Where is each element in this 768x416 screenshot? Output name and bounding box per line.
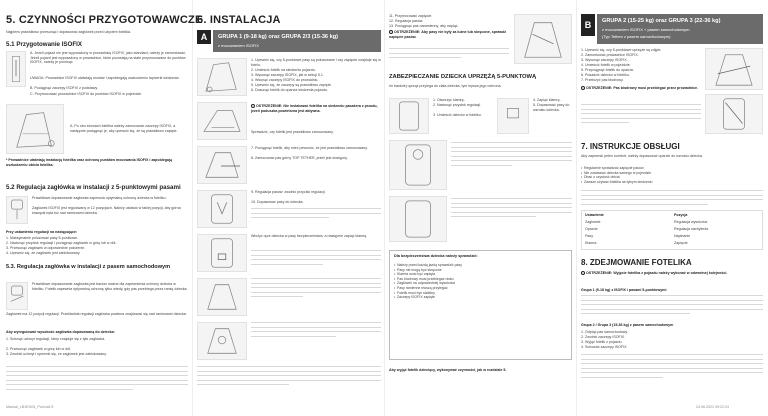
figure-isofix-guides: [6, 51, 26, 87]
subsection-title: 5.3. Regulacja zagłówka w instalacji z pasem samochodowym: [6, 264, 171, 270]
checklist-item: • Pasy ramienne muszą przylegać: [394, 286, 568, 291]
text-block: [251, 322, 381, 340]
list-item: 2. Nacisnąć przycisk regulacji i pociągnąć zagłówek w górę lub w dół.: [6, 241, 117, 245]
checklist-item: • Zaczepy ISOFIX zapięte: [394, 295, 568, 300]
column-divider: [192, 0, 193, 416]
paragraph: Im bardziej uprząż przylega do ciała dziecka, tym lepsza jego ochrona.: [389, 84, 502, 88]
install-variant-box: [213, 30, 381, 52]
warning-note: [389, 30, 509, 44]
checklist-item: • Fotelik musi być stabilny: [394, 291, 568, 296]
paragraph: Zagłówek ma 12 pozycji regulacji. Przekładnia regulacji zagłówka powinna znajdować się nad ramionami dziecka.: [6, 312, 187, 316]
install-step: 1. Upewnić się, czy 5-punktowe pasy są poluzowane i czy zapięcie znajduje się w fotelu.: [251, 58, 381, 67]
install-step: 4. Umieścić fotelik w pojeździe.: [581, 63, 631, 67]
install-step: 6. Posadzić dziecko w foteliku.: [581, 73, 630, 77]
harness-step: 2. Nacisnąć przycisk regulacji.: [433, 103, 482, 107]
list-item: 3. Zwolnić uchwyt i upewnić się, że zagłówek jest zablokowany.: [6, 352, 107, 356]
figure-isofix-attach: [197, 102, 247, 140]
usage-item: • Nie zostawiać dziecka samego w pojeździe: [581, 171, 763, 176]
paragraph: Prawidłowe dopasowanie zagłówka zapewnia optymalną ochronę dziecka w foteliku.: [32, 196, 167, 200]
paragraph: Sprawdzić, czy fotelik jest prawidłowo zamocowany.: [251, 130, 334, 134]
paragraph: Zagłówek ISOFIX jest regulowany w 12 pozycjach. Należy ustawić w takiej pozycji, aby górna krawędź była tuż nad ramionami dziecka.: [32, 206, 181, 215]
section-intro: Najpierw prawidłowo przesunąć i dopasować zagłówek przed użyciem fotelika.: [6, 30, 132, 34]
table-cell: Napinanie: [674, 234, 691, 238]
checklist-item: • Zagłówek na odpowiedniej wysokości: [394, 281, 568, 286]
removal-step: 2. Zwolnić zaczepy ISOFIX.: [581, 335, 626, 339]
paragraph: A. Jeżeli pojazd nie jest wyposażony w prowadnicę ISOFIX, jako standard, należy je zamontować. Jeżeli pojazd jest wyposażony w prowadnice, które pozostają na stałe przymocowane do punktów ISOFIX, należy je pominąć.: [30, 51, 187, 65]
warning-note: [6, 158, 188, 182]
harness-step: 3. Umieścić dziecko w foteliku.: [433, 113, 482, 117]
variant-subtitle: z mocowaniem ISOFIX: [218, 43, 259, 48]
list-title: Przy ustawieniu regulacji na następujące:: [6, 230, 78, 234]
figure-harness-tighten: [389, 196, 447, 242]
list-item: 1. Maksymalnie poluzować pasy 5-punktowe.: [6, 236, 79, 240]
removal-step: 4. Schować zaczepy ISOFIX.: [581, 345, 628, 349]
variant-title: GRUPA 1 (9-18 kg) oraz GRUPA 2/3 (15-36 kg): [218, 34, 338, 40]
install-step: 3. Wysunąć zaczepy ISOFIX, jak w sekcji 5.1.: [251, 73, 324, 77]
warning-text: OSTRZEŻENIE: Pas biodrowy musi przebiegać przez prowadnice.: [586, 86, 699, 90]
print-footer: 24.06.2021 09:22:24: [696, 405, 729, 409]
print-footer: Manual_LB1EG04_Pol.indd 5: [6, 405, 54, 409]
figure-isofix-car-seat: [6, 104, 64, 154]
figure-shoulder-belt: [705, 94, 763, 134]
table-header: Pozycja: [674, 213, 688, 217]
install-step: 13. Pociągnąć pas naramienny, aby napiąć.: [389, 24, 459, 28]
subsection-title: 5.2 Regulacja zagłówka w instalacji z 5-punktowymi pasami: [6, 184, 181, 191]
variant-tab-a: A: [197, 30, 211, 44]
checklist-item: • Należy przed każdą jazdą sprawdzić pasy: [394, 263, 568, 268]
harness-step: 5. Dopasować pasy do wzrostu dziecka.: [533, 103, 570, 112]
text-block: [451, 198, 572, 221]
table-cell: Regulacja wysokości: [674, 220, 708, 224]
figure-belt-routing: [705, 48, 763, 90]
install-step: 8. Zamocować pas górny TOP TETHER, jeżeli jest dostępny.: [251, 156, 348, 160]
install-step: 5. Upewnić się, że zaczepy są prawidłowo zapięte.: [251, 83, 332, 87]
table-cell: Zapięcie: [674, 241, 688, 245]
install-step: 6. Dosunąć fotelik do oparcia siedzenia pojazdu.: [251, 88, 329, 92]
checklist-item: • Pas biodrowy musi przebiegać nisko: [394, 277, 568, 282]
warning-text: OSTRZEŻENIE: Nie instalować fotelika na siedzeniu pasażera z przodu, jeżeli poduszka powietrzna jest aktywna.: [251, 104, 378, 113]
section-title: 6. INSTALACJA: [197, 14, 281, 26]
column-divider: [576, 0, 577, 416]
subsection-title: ZABEZPIECZANIE DZIECKA UPRZĘŻĄ 5-PUNKTOWĄ: [389, 74, 537, 80]
checklist-title: Dla bezpieczeństwa dziecka należy sprawdzić:: [394, 254, 478, 258]
paragraph: A. Po obu stronach fotelika należy zamocować zaczepy ISOFIX, a następnie pociągnąć je, aby upewnić się, że są prawidłowo zapięte.: [70, 124, 178, 133]
warning-text: OSTRZEŻENIE: Wyjęcie fotelika z pojazdu należy wykonać w odwrotnej kolejności.: [586, 271, 728, 275]
closing-note: Aby wyjąć fotelik dziecięcy, wykonywać czynności, jak w rozdziale 5.: [389, 368, 507, 372]
harness-step: 4. Zapiąć klamrę.: [533, 98, 561, 102]
page-fold: [384, 0, 385, 416]
install-step: 4. Wsunąć zaczepy ISOFIX do prowadnic.: [251, 78, 319, 82]
usage-item: • Regularnie sprawdzać zapięcie pasów: [581, 166, 763, 171]
install-step: 10. Dopasować pasy do dziecka.: [251, 200, 304, 204]
checklist-item: • Klamra musi być zapięta: [394, 272, 568, 277]
text-block: [581, 190, 763, 208]
settings-table: [581, 210, 763, 250]
checklist: [394, 263, 568, 357]
figure-harness-adjust: [197, 190, 247, 228]
install-step: 1. Upewnić się, czy 5-punktowe uprzęże są zdjęte.: [581, 48, 662, 52]
table-cell: Zagłówek: [585, 220, 601, 224]
text-block: [389, 48, 509, 62]
removal-group-title: Grupa 1 (9-18 kg) z ISOFIX i pasami 5-punktowymi: [581, 288, 667, 292]
figure-seat-position: [197, 58, 247, 96]
figure-tension: [197, 278, 247, 316]
figure-headrest: [6, 196, 28, 224]
figure-harness-open: [389, 98, 429, 134]
usage-item: • Zawsze używać fotelika na tylnym siedzeniu: [581, 180, 763, 185]
figure-belt-tension: [514, 14, 572, 64]
warning-text: * Prowadnice ułatwiają instalację fotelika oraz ochronę punktów mocowania ISOFIX i zapobiegają uszkodzeniu obicia fotelika.: [6, 158, 172, 167]
figure-final-check: [197, 322, 247, 360]
install-step: 7. Pociągnąć fotelik, aby mieć pewność, że jest prawidłowo zamocowany.: [251, 146, 368, 150]
paragraph: Aby zapewnić pełen komfort, należy dopasować oparcie do wzrostu dziecka.: [581, 154, 703, 158]
step-b: B. Pociągnąć zaczepy ISOFIX z podstawy.: [30, 86, 98, 90]
list-item: 1. Ścisnąć uchwyt regulacji, który znajduje się z tyłu zagłówka.: [6, 337, 106, 341]
text-block: [251, 250, 381, 268]
safety-checklist-box: [389, 250, 572, 360]
section-title: 7. INSTRUKCJE OBSŁUGI: [581, 142, 680, 151]
section-title: 8. ZDEJMOWANIE FOTELIKA: [581, 258, 692, 267]
subsection-title: 5.1 Przygotowanie ISOFIX: [6, 41, 82, 48]
text-block: [581, 104, 701, 127]
text-block: [451, 142, 572, 170]
install-variant-box: [597, 14, 763, 44]
figure-buckle: [197, 234, 247, 272]
variant-tab-b: B: [581, 14, 595, 36]
variant-subtitle-type: (Typ Tethen z pasem samochodowym): [602, 34, 671, 39]
install-step: 12. Regulacja pasów.: [389, 19, 424, 23]
list-item: 4. Upewnić się, że zagłówek jest zablokowany.: [6, 251, 81, 255]
usage-list: [581, 166, 763, 186]
install-step: 2. Umieścić fotelik na siedzeniu pojazdu.: [251, 68, 316, 72]
removal-step: 1. Odpiąć pas samochodowy.: [581, 330, 628, 334]
table-cell: Klamra: [585, 241, 597, 245]
figure-pull-test: [197, 146, 247, 184]
install-step: 7. Przełożyć pas biodrowy.: [581, 78, 624, 82]
text-block: [581, 295, 763, 318]
install-step: 11. Przymocować zapięcie.: [389, 14, 433, 18]
removal-step: 3. Wyjąć fotelik z pojazdu.: [581, 340, 623, 344]
table-cell: Pasy: [585, 234, 593, 238]
text-block: [197, 366, 381, 389]
text-block: [581, 354, 763, 382]
list-item: 3. Przesunąć zagłówek w odpowiednie położenie.: [6, 246, 86, 250]
text-block: [251, 208, 381, 222]
paragraph: Prawidłowe dopasowanie zagłówka jest bardzo ważne dla zapewnienia ochrony dziecka w foteliku. Fotelik zapewnia optymalną ochronę tylko wtedy, gdy pas przebiega przez ramię dziecka.: [32, 282, 188, 291]
paragraph: Włożyć ręce dziecka w pasy bezpieczeństwa, a następnie zapiąć klamrę.: [251, 234, 368, 238]
variant-title: GRUPA 2 (15-25 kg) oraz GRUPA 3 (22-36 kg): [602, 18, 721, 24]
warning-text: OSTRZEŻENIE: Aby pasy nie były za luźne lub skręcone, sprawdź napięcie pasów.: [389, 30, 507, 39]
paragraph-note: UWAGA: Prowadnice ISOFIX ułatwiają montaż i zapobiegają uszkodzeniu tapicerki siedzenia.: [30, 76, 180, 80]
install-step: 9. Regulacja pasów: zwolnić przycisk regulacji.: [251, 190, 326, 194]
figure-headrest-belt: [6, 282, 28, 310]
table-header: Ustawienie: [585, 213, 604, 217]
warning-note: [581, 86, 701, 100]
warning-note: [251, 104, 381, 128]
text-block: [6, 366, 188, 394]
install-step: 5. Przyciągnąć fotelik do oparcia.: [581, 68, 634, 72]
section-title: 5. CZYNNOŚCI PRZYGOTOWAWCZE: [6, 14, 203, 26]
removal-group-title: Grupa 2 / Grupa 3 (15-36 kg) z pasem samochodowym: [581, 323, 674, 327]
usage-item: • Dbać o czystość obicia: [581, 175, 763, 180]
table-cell: Oparcie: [585, 227, 598, 231]
list-item: 2. Przesunąć zagłówek w górę lub w dół.: [6, 347, 71, 351]
figure-child-seated: [389, 140, 447, 190]
figure-buckle-close: [497, 98, 529, 134]
harness-step: 1. Otworzyć klamrę.: [433, 98, 465, 102]
install-step: 3. Wysunąć zaczepy ISOFIX.: [581, 58, 628, 62]
list-title: Aby wyregulować wysokość zagłówka dopasowaną do dziecka:: [6, 330, 115, 334]
text-block: [251, 278, 381, 301]
warning-note: [581, 271, 763, 285]
variant-subtitle: z mocowaniem ISOFIX + pasem samochodowym: [602, 27, 690, 32]
table-cell: Regulacja nachylenia: [674, 227, 709, 231]
checklist-item: • Pasy nie mogą być skręcone: [394, 268, 568, 273]
install-step: 2. Zamontować prowadnice ISOFIX.: [581, 53, 639, 57]
step-c: C. Przymocować prowadnice ISOFIX do punktów ISOFIX w pojeździe.: [30, 92, 143, 96]
